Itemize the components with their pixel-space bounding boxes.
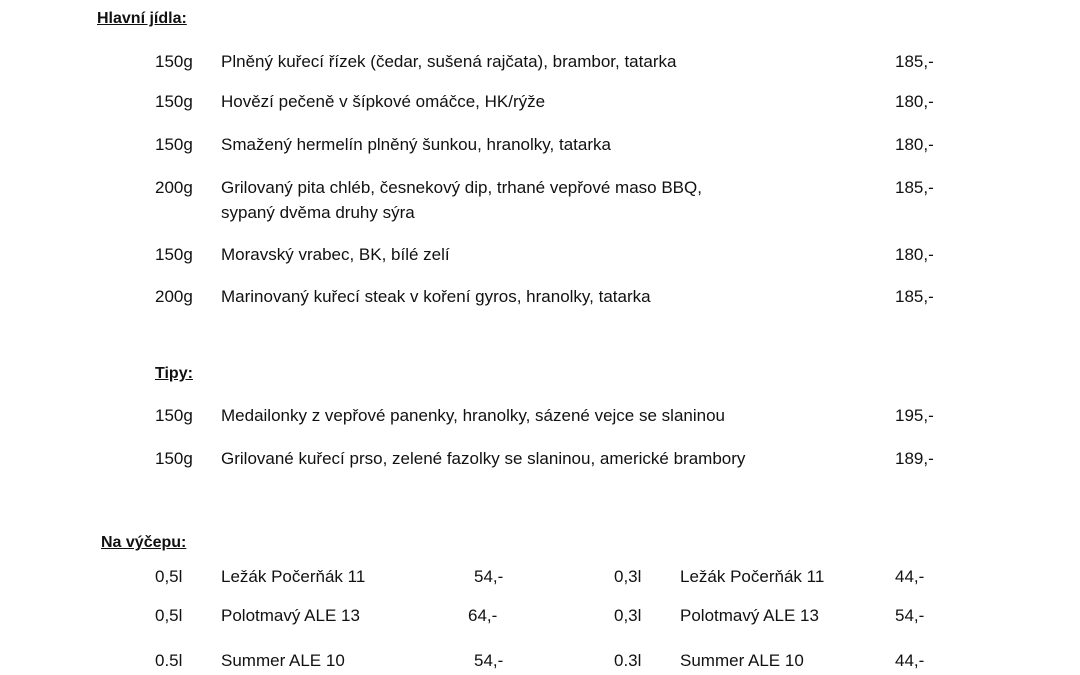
tap-heading: Na výčepu:	[101, 534, 187, 551]
item-description: Medailonky z vepřové panenky, hranolky, sázené vejce se slaninou	[221, 406, 725, 425]
left-volume: 0,5l	[155, 606, 183, 625]
item-weight: 150g	[155, 449, 193, 468]
tips-heading: Tipy:	[155, 365, 193, 382]
right-volume: 0,3l	[614, 606, 642, 625]
item-price: 189,-	[895, 449, 934, 468]
item-weight: 150g	[155, 245, 193, 264]
left-beer-name: Polotmavý ALE 13	[221, 606, 360, 625]
item-description: Smažený hermelín plněný šunkou, hranolky, tatarka	[221, 135, 611, 154]
left-volume: 0,5l	[155, 567, 183, 586]
item-price: 185,-	[895, 287, 934, 306]
item-description: Plněný kuřecí řízek (čedar, sušená rajčata), brambor, tatarka	[221, 52, 677, 71]
left-volume: 0.5l	[155, 651, 183, 670]
right-volume: 0,3l	[614, 567, 642, 586]
item-price: 180,-	[895, 245, 934, 264]
item-price: 180,-	[895, 135, 934, 154]
item-description: Hovězí pečeně v šípkové omáčce, HK/rýže	[221, 92, 546, 111]
item-weight: 200g	[155, 287, 193, 306]
item-price: 185,-	[895, 52, 934, 71]
item-weight: 150g	[155, 52, 193, 71]
left-beer-name: Summer ALE 10	[221, 651, 345, 670]
item-description: Marinovaný kuřecí steak v koření gyros, hranolky, tatarka	[221, 287, 651, 306]
item-description-line1: Grilovaný pita chléb, česnekový dip, trhané vepřové maso BBQ,	[221, 178, 702, 197]
left-beer-name: Ležák Počerňák 11	[221, 567, 366, 586]
item-weight: 200g	[155, 178, 193, 197]
item-description-line2: sypaný dvěma druhy sýra	[221, 203, 415, 222]
right-price: 44,-	[895, 651, 925, 670]
left-price: 54,-	[474, 567, 504, 586]
right-price: 54,-	[895, 606, 925, 625]
right-beer-name: Polotmavý ALE 13	[680, 606, 819, 625]
item-weight: 150g	[155, 406, 193, 425]
item-description: Moravský vrabec, BK, bílé zelí	[221, 245, 450, 264]
left-price: 64,-	[468, 606, 498, 625]
item-weight: 150g	[155, 135, 193, 154]
right-beer-name: Summer ALE 10	[680, 651, 804, 670]
right-price: 44,-	[895, 567, 925, 586]
item-description: Grilované kuřecí prso, zelené fazolky se slaninou, americké brambory	[221, 449, 746, 468]
item-price: 185,-	[895, 178, 934, 197]
right-beer-name: Ležák Počerňák 11	[680, 567, 825, 586]
right-volume: 0.3l	[614, 651, 642, 670]
item-weight: 150g	[155, 92, 193, 111]
item-price: 195,-	[895, 406, 934, 425]
mains-heading: Hlavní jídla:	[97, 10, 187, 27]
item-price: 180,-	[895, 92, 934, 111]
left-price: 54,-	[474, 651, 504, 670]
